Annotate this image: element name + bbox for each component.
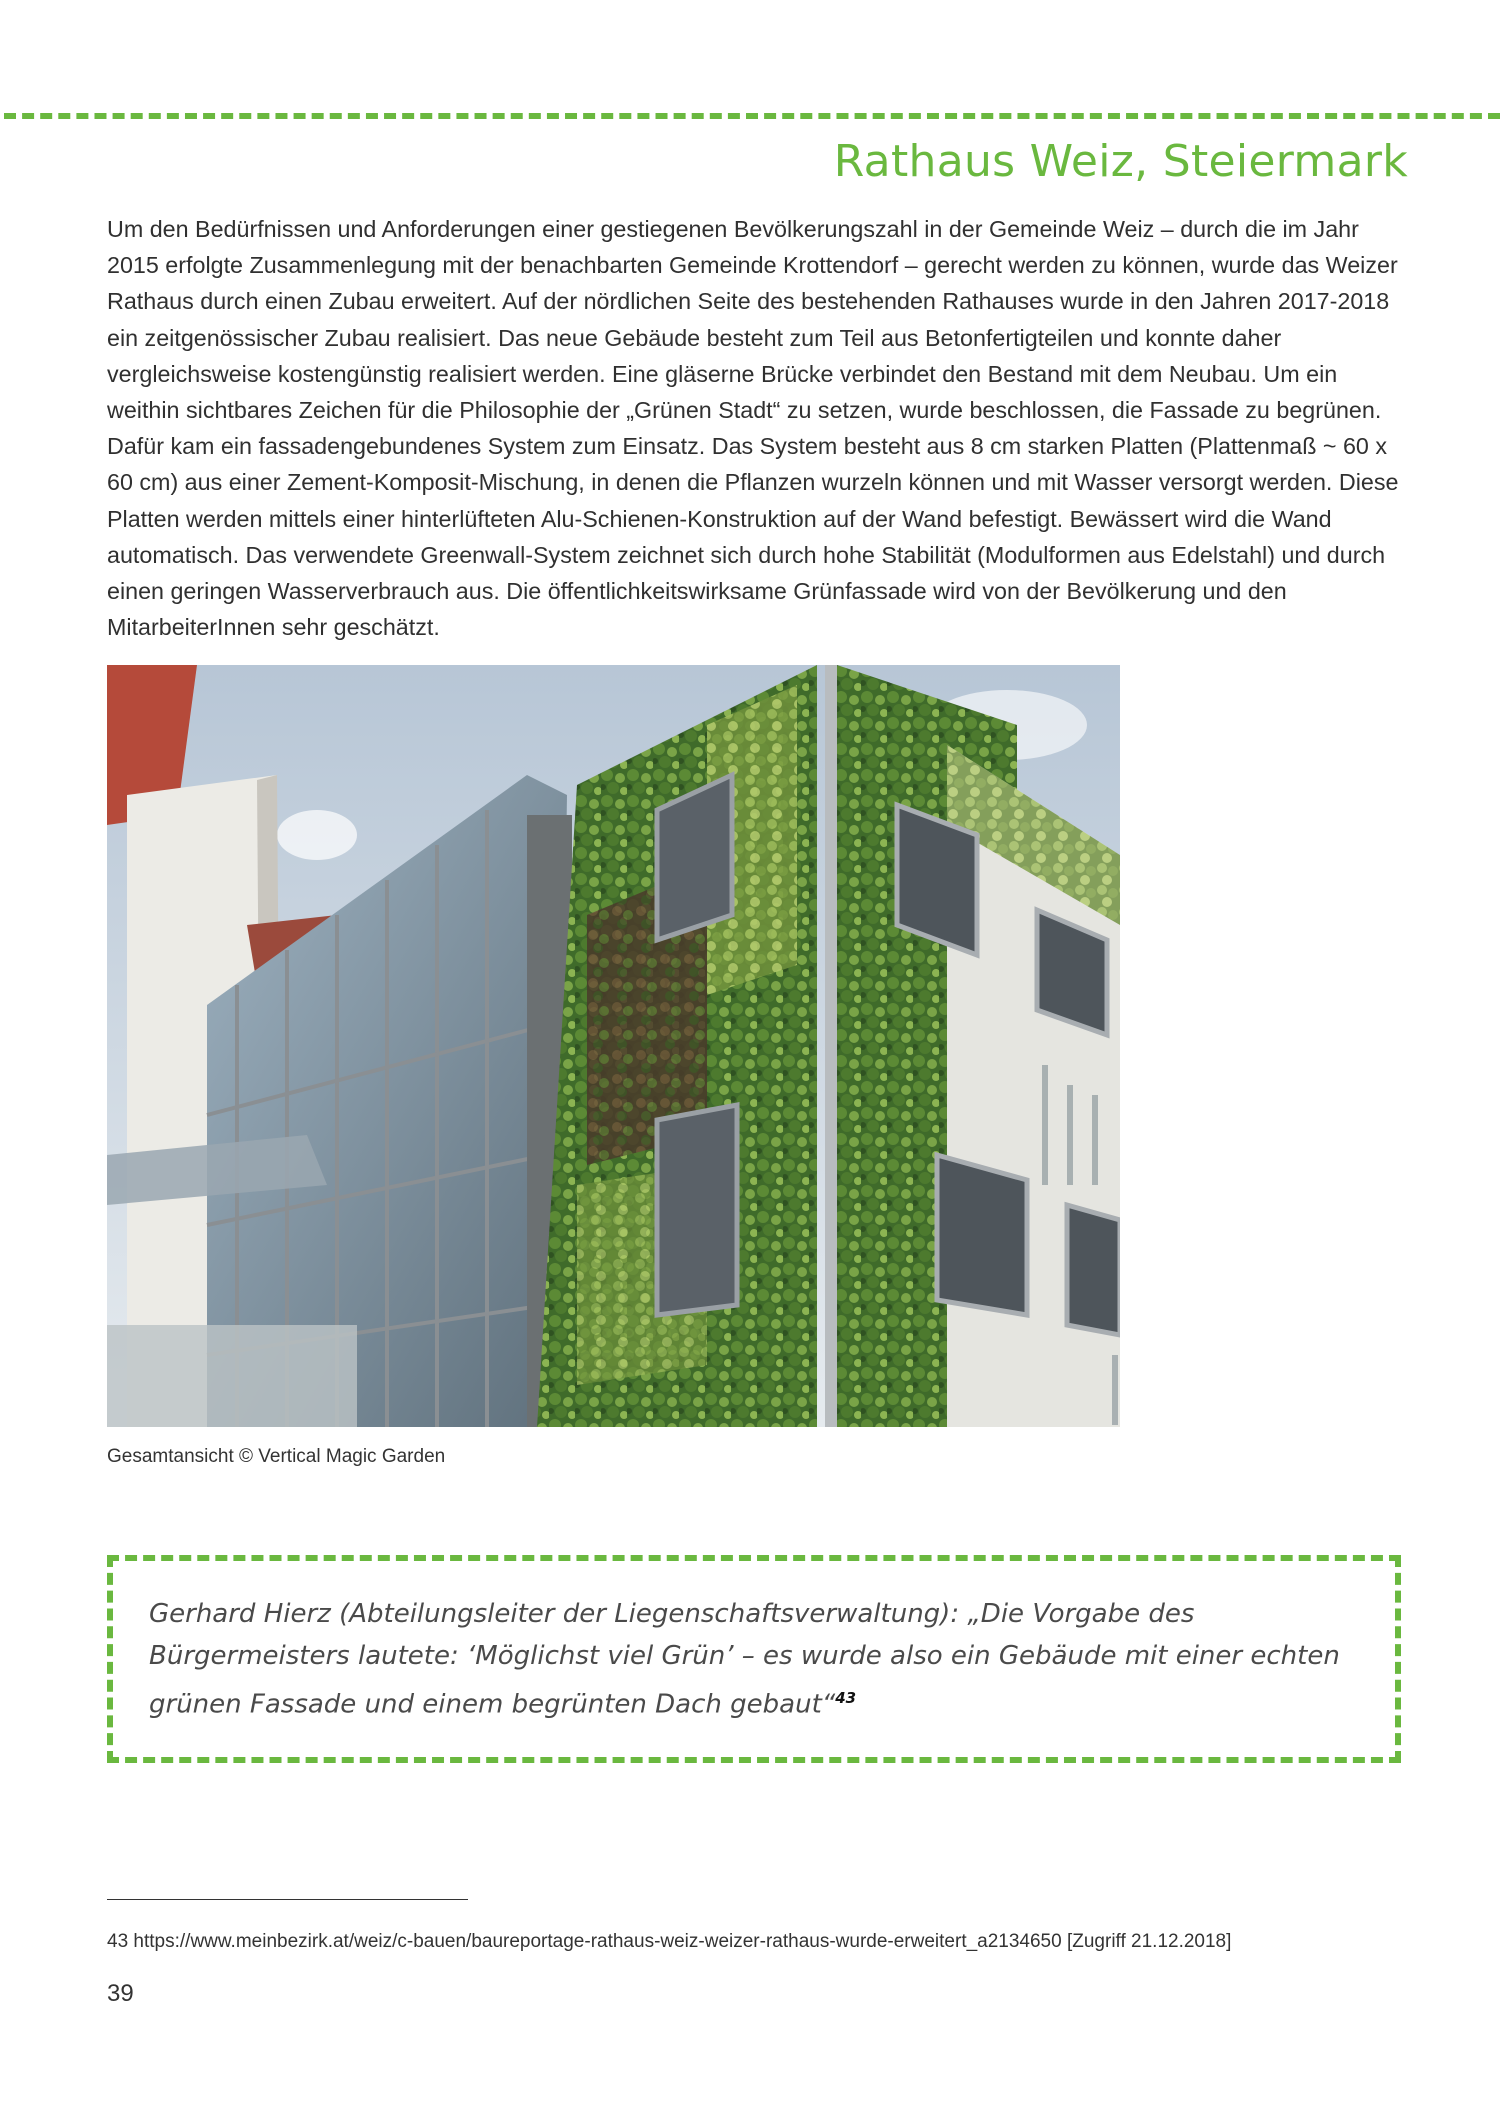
footnote-divider [107, 1899, 468, 1900]
footnote: 43 https://www.meinbezirk.at/weiz/c-bauen/baureportage-rathaus-weiz-weizer-rathaus-wurde-erweitert_a2134650 [Zugriff 21.12.2018] [107, 1931, 1232, 1952]
building-photo [107, 665, 1120, 1427]
page-title: Rathaus Weiz, Steiermark [833, 136, 1408, 187]
footnote-reference[interactable]: 43 [835, 1689, 857, 1707]
body-paragraph: Um den Bedürfnissen und Anforderungen einer gestiegenen Bevölkerungszahl in der Gemeinde Weiz – durch die im Jahr 2015 erfolgte Zusammenlegung mit der benachbarten Gemeinde Krottendorf – gerecht werden zu können, wurde das Weizer Rathaus durch einen Zubau erweitert. Auf der nördlichen Seite des bestehenden Rathauses wurde in den Jahren 2017-2018 ein zeitgenössischer Zubau realisiert. Das neue Gebäude besteht zum Teil aus Betonfertigteilen und konnte daher vergleichsweise kostengünstig realisiert werden. Eine gläserne Brücke verbindet den Bestand mit dem Neubau. Um ein weithin sichtbares Zeichen für die Philosophie der „Grünen Stadt“ zu setzen, wurde beschlossen, die Fassade zu begrünen. Dafür kam ein fassadengebundenes System zum Einsatz. Das System besteht aus 8 cm starken Platten (Plattenmaß ~ 60 x 60 cm) aus einer Zement-Komposit-Mischung, in denen die Pflanzen wurzeln können und mit Wasser versorgt werden. Diese Platten werden mittels einer hinterlüfteten Alu-Schienen-Konstruktion auf der Wand befestigt. Bewässert wird die Wand automatisch. Das verwendete Greenwall-System zeichnet sich durch hohe Stabilität (Modulformen aus Edelstahl) und durch einen geringen Wasserverbrauch aus. Die öffentlichkeitswirksame Grünfassade wird von der Bevölkerung und den MitarbeiterInnen sehr geschätzt. [107, 216, 1399, 641]
quote-box [107, 1555, 1401, 1763]
top-dashed-divider [4, 113, 1500, 119]
quote-body: Gerhard Hierz (Abteilungsleiter der Liegenschaftsverwaltung): „Die Vorgabe des Bürgermeisters lautete: ‘Möglichst viel Grün’ – es wurde also ein Gebäude mit einer echten grünen Fassade und einem begrünten Dach gebaut“ [149, 1599, 1340, 1720]
page-number: 39 [107, 1980, 134, 2007]
photo-caption: Gesamtansicht © Vertical Magic Garden [107, 1446, 446, 1467]
quote-text [149, 1593, 1379, 1726]
